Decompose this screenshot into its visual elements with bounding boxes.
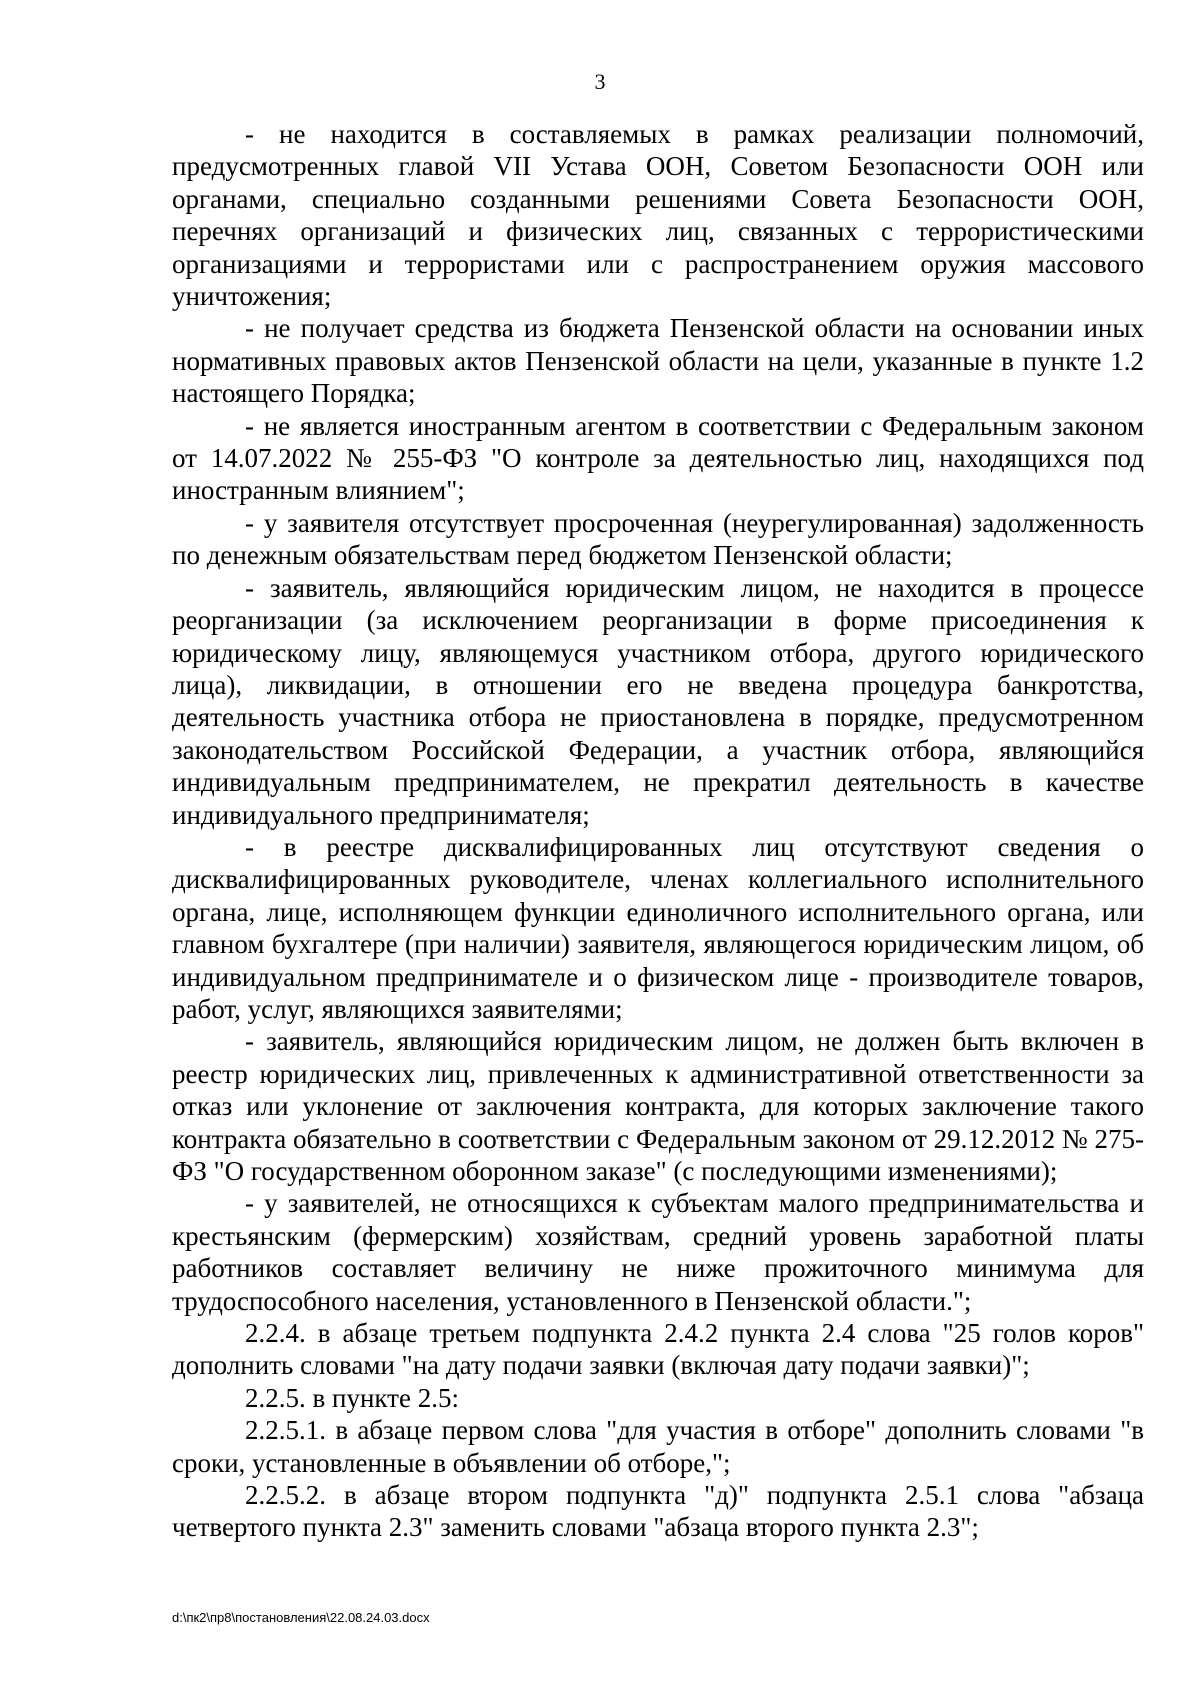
document-body [172, 118, 1144, 1544]
paragraph-not-foreign-agent: - не является иностранным агентом в соответствии с Федеральным законом от 14.07.2022 № 255-ФЗ "О контроле за деятельностью лиц, находящихся под иностранным влиянием"; [172, 410, 1144, 506]
paragraph-defense-order-registry: - заявитель, являющийся юридическим лицом, не должен быть включен в реестр юридических лиц, привлеченных к административной ответственности за отказ или уклонение от заключения контракта, для которых заключение такого контракта обязательно в соответствии с Федеральным законом от 29.12.2012 № 275-ФЗ "О государственном оборонном заказе" (с последующими изменениями); [172, 1026, 1144, 1186]
paragraph-no-budget-funds: - не получает средства из бюджета Пензенской области на основании иных нормативных правовых актов Пензенской области на цели, указанные в пункте 1.2 настоящего Порядка; [172, 313, 1144, 409]
footer-file-path: d:\пк2\пр8\постановления\22.08.24.03.docx [172, 1610, 430, 1625]
paragraph-2-2-4: 2.2.4. в абзаце третьем подпункта 2.4.2 пункта 2.4 слова "25 голов коров" дополнить словами "на дату подачи заявки (включая дату подачи заявки)"; [172, 1318, 1144, 1381]
paragraph-2-2-5-1: 2.2.5.1. в абзаце первом слова "для участия в отборе" дополнить словами "в сроки, установленные в объявлении об отборе,"; [172, 1415, 1144, 1478]
paragraph-average-wage: - у заявителей, не относящихся к субъектам малого предпринимательства и крестьянским (фермерским) хозяйствам, средний уровень заработной платы работников составляет величину не ниже прожиточного минимума для трудоспособного населения, установленного в Пензенской области."; [172, 1188, 1144, 1316]
paragraph-un-sanctions-list: - не находится в составляемых в рамках реализации полномочий, предусмотренных главой VII Устава ООН, Советом Безопасности ООН или органами, специально созданными решениями Совета Безопасности ООН, перечнях организаций и физических лиц, связанных с террористическими организациями и террористами или с распространением оружия массового уничтожения; [172, 119, 1144, 312]
paragraph-2-2-5: 2.2.5. в пункте 2.5: [245, 1382, 459, 1413]
paragraph-no-overdue-debt: - у заявителя отсутствует просроченная (неурегулированная) задолженность по денежным обязательствам перед бюджетом Пензенской области; [172, 507, 1144, 571]
paragraph-no-reorganization: - заявитель, являющийся юридическим лицом, не находится в процессе реорганизации (за исключением реорганизации в форме присоединения к юридическому лицу, являющемуся участником отбора, другого юридического лица), ликвидации, в отношении его не введена процедура банкротства, деятельность участника отбора не приостановлена в порядке, предусмотренном законодательством Российской Федерации, а участник отбора, являющийся индивидуальным предпринимателем, не прекратил деятельность в качестве индивидуального предпринимателя; [172, 572, 1144, 830]
page-number: 3 [594, 69, 606, 94]
paragraph-disqualified-persons: - в реестре дисквалифицированных лиц отсутствуют сведения о дисквалифицированных руководителе, членах коллегиального исполнительного органа, лице, исполняющем функции единоличного исполнительного органа, или главном бухгалтере (при наличии) заявителя, являющегося юридическим лицом, об индивидуальном предпринимателе и о физическом лице - производителе товаров, работ, услуг, являющихся заявителями; [172, 831, 1144, 1024]
paragraph-2-2-5-2: 2.2.5.2. в абзаце втором подпункта "д)" подпункта 2.5.1 слова "абзаца четвертого пункта 2.3" заменить словами "абзаца второго пункта 2.3"; [172, 1480, 1144, 1543]
